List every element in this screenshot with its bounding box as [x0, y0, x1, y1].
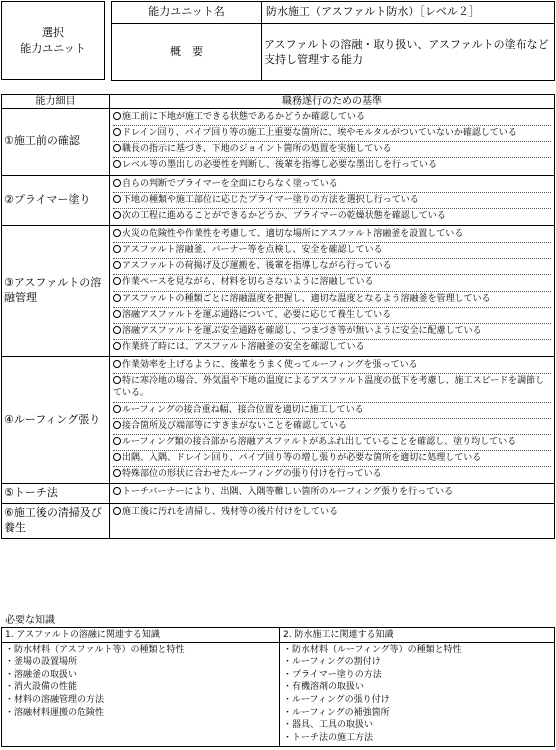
criteria-item [113, 243, 551, 259]
criteria-text: 作業終了時には、アスファルト溶融釜の安全を確認している [122, 341, 365, 352]
knowledge-item: ・ルーフィングの補強箇所 [283, 707, 390, 718]
ability-category: ④ルーフィング張り [2, 357, 110, 484]
knowledge-left-heading: 1. アスファルトの溶融に関連する知識 [2, 629, 279, 643]
circle-bullet-icon [113, 437, 121, 445]
criteria-item [113, 505, 551, 520]
criteria-text: 火災の危険性や作業性を考慮して、適切な場所にアスファルト溶融釜を設置している [122, 228, 464, 239]
criteria-row [2, 504, 555, 539]
circle-bullet-icon [113, 507, 121, 515]
criteria-text: ドレイン回り、パイプ回り等の施工上重要な箇所に、埃やモルタルがついていないか確認している [122, 128, 517, 139]
criteria-text: ルーフィングの接合重ね幅、接合位置を適切に施工している [122, 404, 364, 415]
criteria-text: レベル等の墨出しの必要性を判断し、後輩を指導し必要な墨出しを行っている [122, 160, 438, 171]
criteria-text: 次の工程に進めることができるかどうか、プライマーの乾燥状態を確認している [122, 210, 446, 221]
criteria-item [113, 158, 551, 173]
knowledge-right [280, 628, 555, 747]
criteria-list [110, 504, 555, 539]
criteria-item [113, 292, 551, 308]
col-header-criteria: 職務遂行のための基準 [110, 95, 555, 109]
criteria-item [113, 358, 551, 374]
criteria-row [2, 484, 555, 504]
knowledge-item: ・釜場の設置場所 [5, 657, 78, 668]
summary-label: 概 要 [112, 24, 262, 81]
criteria-text: アスファルトの荷揚げ及び運搬を、後輩を指導しながら行っている [122, 261, 392, 272]
criteria-item [113, 340, 551, 355]
criteria-text: ルーフィング類の接合部から溶融アスファルトがあふれ出していることを確認し、塗り均している [122, 436, 517, 447]
knowledge-item: ・トーチ法の施工方法 [283, 732, 374, 743]
criteria-item [113, 177, 551, 193]
knowledge-title: 必要な知識 [5, 615, 55, 626]
ability-category: ②プライマー塗り [2, 175, 110, 225]
criteria-item [113, 227, 551, 243]
knowledge-item: ・ルーフィングの割付け [283, 657, 381, 668]
circle-bullet-icon [113, 469, 121, 477]
circle-bullet-icon [113, 360, 121, 368]
circle-bullet-icon [113, 179, 121, 187]
criteria-text: 溶融アスファルトを運ぶ通路について、必要に応じて養生している [122, 309, 392, 320]
knowledge-right-heading: 2. 防水施工に関連する知識 [280, 629, 554, 643]
unit-name-label: 能力ユニット名 [112, 2, 262, 24]
select-label-line2: 能力ユニット [20, 41, 86, 55]
criteria-text: 施工後に汚れを清掃し、残材等の後片付けをしている [122, 507, 339, 518]
circle-bullet-icon [113, 195, 121, 203]
knowledge-item: ・消火設備の性能 [5, 682, 78, 693]
summary-value: アスファルトの溶融・取り扱い、アスファルトの塗布など支持し管理する能力 [262, 24, 555, 81]
circle-bullet-icon [113, 112, 121, 120]
criteria-list [110, 357, 555, 484]
circle-bullet-icon [113, 211, 121, 219]
criteria-item [113, 451, 551, 467]
ability-category: ③アスファルトの溶融管理 [2, 225, 110, 356]
criteria-item [113, 193, 551, 209]
criteria-text: 下地の種類や施工部位に応じたプライマー塗りの方法を選択し行っている [122, 194, 419, 205]
criteria-item [113, 419, 551, 435]
unit-name-value: 防水施工（アスファルト防水）［レベル２］ [262, 2, 555, 24]
criteria-item [113, 485, 551, 500]
knowledge-left [2, 628, 280, 747]
criteria-item [113, 259, 551, 275]
criteria-text: 職長の指示に基づき、下地のジョイント箇所の処置を実施している [122, 144, 392, 155]
criteria-item [113, 209, 551, 224]
knowledge-table [1, 627, 555, 747]
circle-bullet-icon [113, 294, 121, 302]
knowledge-item: ・防水材料（アスファルト等）の種類と特性 [5, 644, 185, 655]
knowledge-item: ・器具、工具の取扱い [283, 720, 374, 731]
criteria-text: 作業効率を上げるように、後輩をうまく使ってルーフィングを張っている [122, 360, 418, 371]
circle-bullet-icon [113, 128, 121, 136]
ability-category: ⑥施工後の清掃及び養生 [2, 504, 110, 539]
criteria-text: 特殊部位の形状に合わせたルーフィングの張り付けを行っている [122, 469, 382, 480]
criteria-row [2, 109, 555, 176]
criteria-item [113, 110, 551, 126]
knowledge-item: ・溶融釜の取扱い [5, 669, 78, 680]
circle-bullet-icon [113, 342, 121, 350]
criteria-text: 作業ペースを見ながら、材料を切らさないように溶融している [122, 277, 374, 288]
criteria-item [113, 126, 551, 142]
criteria-text: 特に寒冷地の場合、外気温や下地の温度によるアスファルト温度の低下を考慮し、施工スピードを調節している。 [113, 376, 545, 399]
criteria-text: 自らの判断でプライマーを全面にむらなく塗っている [122, 178, 338, 189]
knowledge-item: ・防水材料（ルーフィング等）の種類と特性 [283, 644, 462, 655]
circle-bullet-icon [113, 160, 121, 168]
criteria-item [113, 308, 551, 324]
knowledge-item: ・有機溶剤の取扱い [283, 682, 365, 693]
knowledge-item: ・材料の溶融管理の方法 [5, 694, 105, 705]
select-unit-box [1, 1, 105, 80]
criteria-item [113, 275, 551, 291]
select-label-line1: 選択 [42, 26, 64, 40]
ability-category: ⑤トーチ法 [2, 484, 110, 504]
criteria-row [2, 175, 555, 225]
criteria-list [110, 225, 555, 356]
circle-bullet-icon [113, 487, 121, 495]
circle-bullet-icon [113, 421, 121, 429]
circle-bullet-icon [113, 229, 121, 237]
criteria-item [113, 324, 551, 340]
criteria-text: 接合箇所及び端部等にすきまがないことを確認している [122, 420, 348, 431]
criteria-text: 施工前に下地が施工できる状態であるかどうか確認している [122, 112, 366, 122]
criteria-table [1, 94, 555, 539]
criteria-text: トーチバーナーにより、出隅、入隅等難しい箇所のルーフィング張りを行っている [122, 487, 454, 498]
criteria-item [113, 435, 551, 451]
criteria-item [113, 142, 551, 158]
criteria-row [2, 357, 555, 484]
unit-header-table [111, 1, 555, 81]
circle-bullet-icon [113, 310, 121, 318]
circle-bullet-icon [113, 144, 121, 152]
criteria-item [113, 467, 551, 482]
criteria-item [113, 403, 551, 419]
criteria-text: 出隅、入隅、ドレイン回り、パイプ回り等の増し張りが必要な箇所を適切に処理している [122, 452, 482, 463]
criteria-list [110, 109, 555, 176]
criteria-list [110, 175, 555, 225]
circle-bullet-icon [113, 245, 121, 253]
criteria-text: 溶融アスファルトを運ぶ安全通路を確認し、つまづき等が無いように安全に配慮している [122, 325, 482, 336]
circle-bullet-icon [113, 326, 121, 334]
knowledge-item: ・ルーフィングの張り付け [283, 694, 390, 705]
circle-bullet-icon [113, 405, 121, 413]
knowledge-item: ・溶融材料運搬の危険性 [5, 707, 105, 718]
circle-bullet-icon [113, 453, 121, 461]
circle-bullet-icon [113, 376, 121, 384]
criteria-item [113, 374, 551, 402]
ability-category: ①施工前の確認 [2, 109, 110, 176]
knowledge-item: ・プライマー塗りの方法 [283, 669, 382, 680]
criteria-row [2, 225, 555, 356]
circle-bullet-icon [113, 261, 121, 269]
criteria-text: アスファルト溶融釜、バーナー等を点検し、安全を確認している [122, 245, 383, 256]
criteria-text: アスファルトの種類ごとに溶融温度を把握し、適切な温度となるよう溶融釜を管理している [122, 293, 491, 304]
circle-bullet-icon [113, 277, 121, 285]
criteria-list [110, 484, 555, 504]
col-header-ability: 能力細目 [2, 95, 110, 109]
